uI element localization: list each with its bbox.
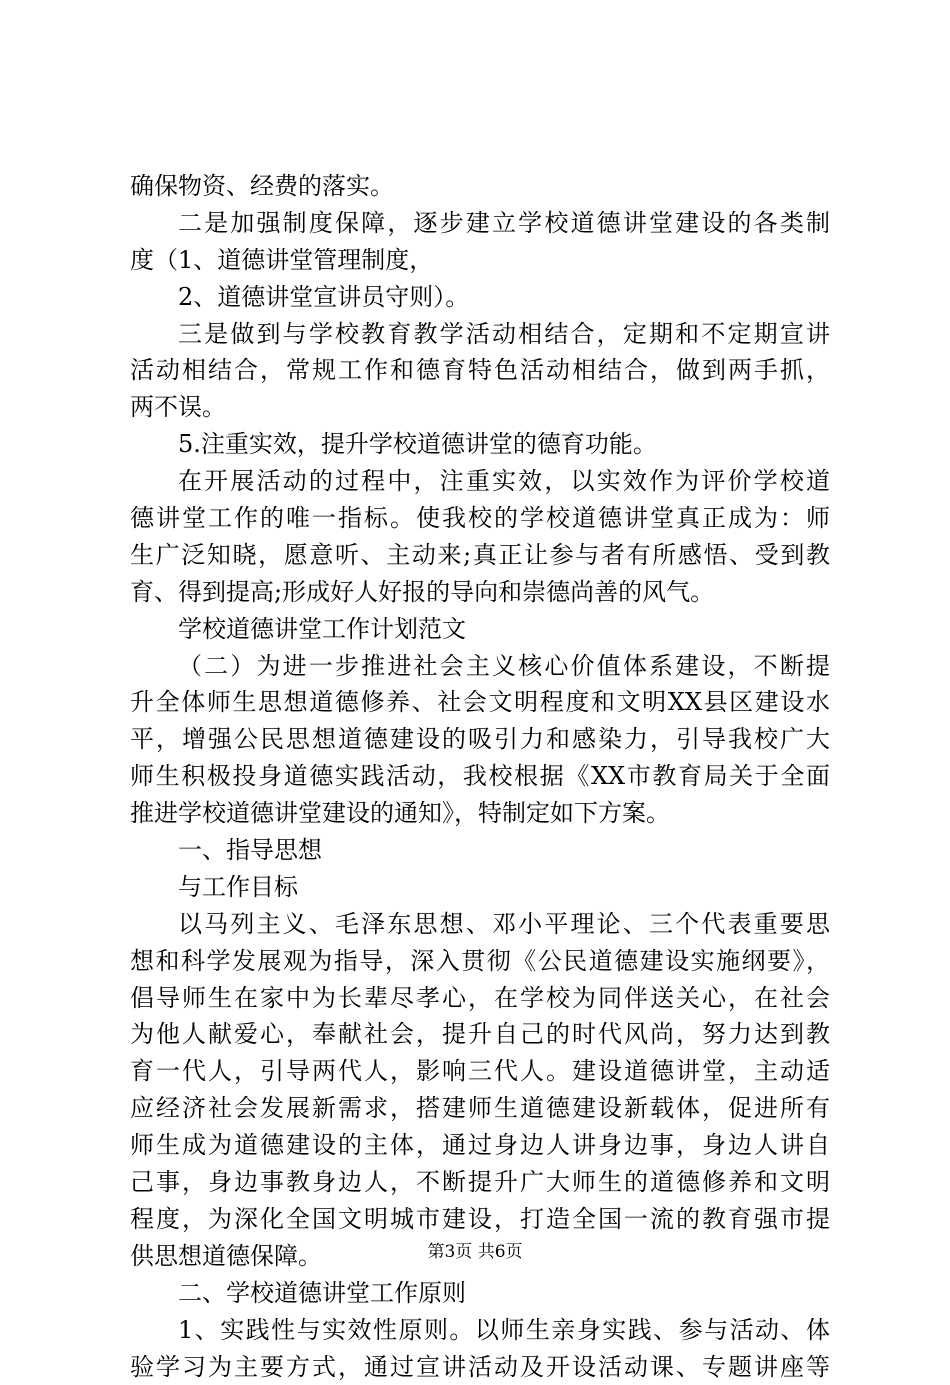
text-line: 确保物资、经费的落实。 [130,168,830,205]
text-line: 育一代人，引导两代人，影响三代人。建设道德讲堂，主动适 [130,1053,830,1090]
text-line: 二是加强制度保障，逐步建立学校道德讲堂建设的各类制 [130,205,830,242]
text-line: 活动相结合，常规工作和德育特色活动相结合，做到两手抓， [130,352,830,389]
text-line: 2、道德讲堂宣讲员守则）。 [130,279,830,316]
text-line: 学校道德讲堂工作计划范文 [130,611,830,648]
text-line: 在开展活动的过程中，注重实效，以实效作为评价学校道 [130,463,830,500]
text-line: 生广泛知晓，愿意听、主动来;真正让参与者有所感悟、受到教 [130,537,830,574]
text-line: 5.注重实效，提升学校道德讲堂的德育功能。 [130,426,830,463]
section-heading: 一、指导思想 [130,832,830,869]
text-line: 想和科学发展观为指导，深入贯彻《公民道德建设实施纲要》， [130,943,830,980]
text-line: 师生积极投身道德实践活动，我校根据《XX市教育局关于全面 [130,758,830,795]
text-line: 应经济社会发展新需求，搭建师生道德建设新载体，促进所有 [130,1090,830,1127]
text-line: 验学习为主要方式，通过宣讲活动及开设活动课、专题讲座等 [130,1349,830,1385]
text-line: 两不误。 [130,389,830,426]
document-body [130,168,830,1385]
text-line: （二）为进一步推进社会主义核心价值体系建设，不断提 [130,648,830,685]
text-line: 平，增强公民思想道德建设的吸引力和感染力，引导我校广大 [130,721,830,758]
text-line: 1、实践性与实效性原则。以师生亲身实践、参与活动、体 [130,1312,830,1349]
text-line: 育、得到提高;形成好人好报的导向和崇德尚善的风气。 [130,574,830,611]
text-line: 程度，为深化全国文明城市建设，打造全国一流的教育强市提 [130,1201,830,1238]
text-line: 师生成为道德建设的主体，通过身边人讲身边事，身边人讲自 [130,1127,830,1164]
text-line: 度（1、道德讲堂管理制度， [130,242,830,279]
text-line: 己事，身边事教身边人，不断提升广大师生的道德修养和文明 [130,1164,830,1201]
text-line: 为他人献爱心，奉献社会，提升自己的时代风尚，努力达到教 [130,1016,830,1053]
text-line: 推进学校道德讲堂建设的通知》，特制定如下方案。 [130,795,830,832]
text-line: 以马列主义、毛泽东思想、邓小平理论、三个代表重要思 [130,906,830,943]
text-line: 德讲堂工作的唯一指标。使我校的学校道德讲堂真正成为：师 [130,500,830,537]
text-line: 三是做到与学校教育教学活动相结合，定期和不定期宣讲 [130,316,830,353]
text-line: 升全体师生思想道德修养、社会文明程度和文明XX县区建设水 [130,684,830,721]
text-line: 倡导师生在家中为长辈尽孝心，在学校为同伴送关心，在社会 [130,980,830,1017]
section-heading: 与工作目标 [130,869,830,906]
text-line: 供思想道德保障。 [130,1238,830,1275]
page-footer: 第3页 共6页 [0,1240,950,1264]
section-heading: 二、学校道德讲堂工作原则 [130,1275,830,1312]
